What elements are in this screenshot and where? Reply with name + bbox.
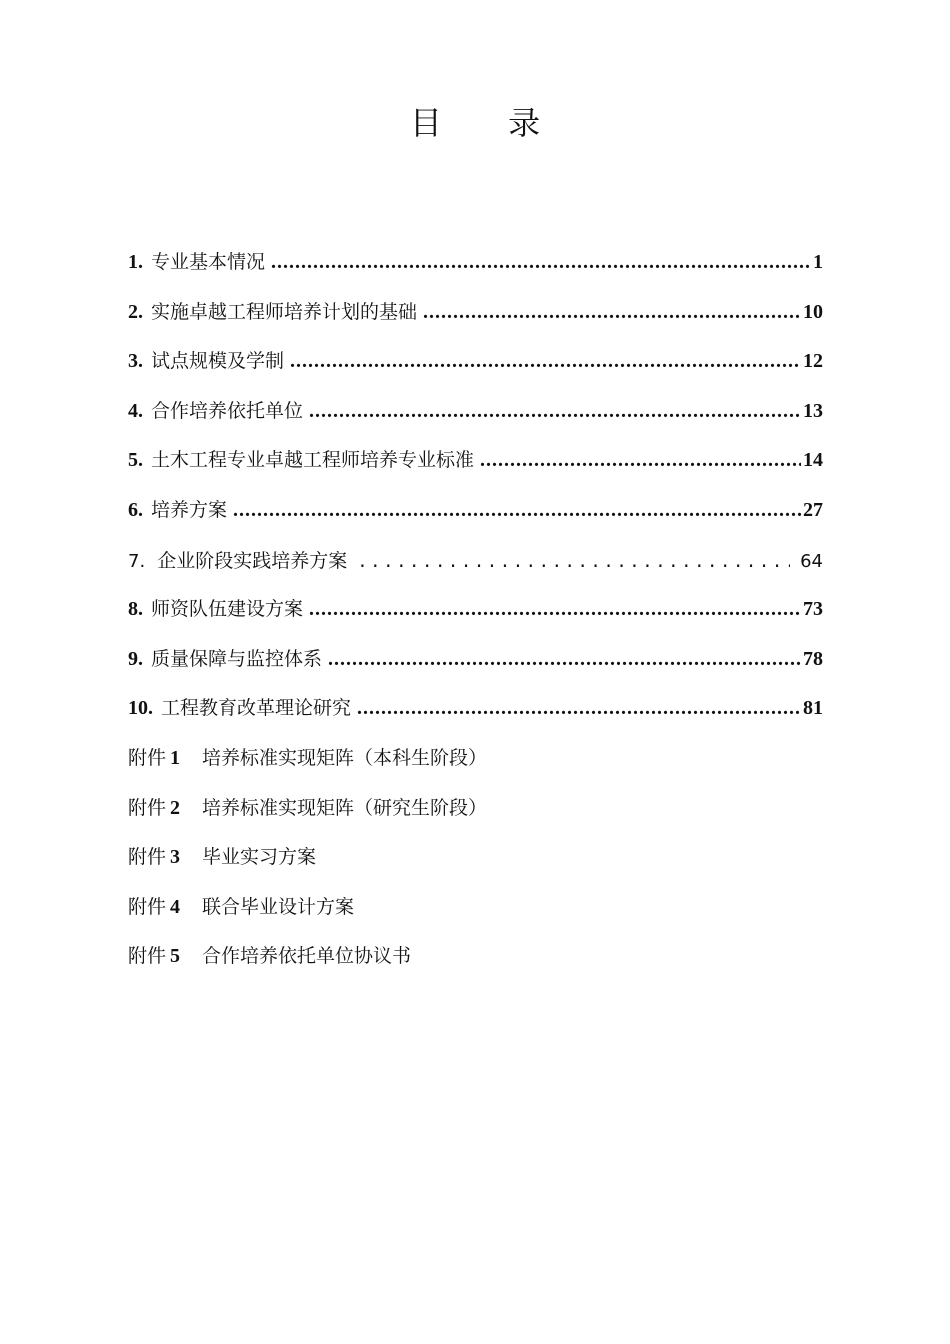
toc-dot-leader xyxy=(233,490,801,530)
annex-label: 合作培养依托单位协议书 xyxy=(202,945,412,968)
toc-dot-leader xyxy=(480,440,801,480)
toc-entry-number: 3. xyxy=(128,350,143,373)
page-title: 目 录 xyxy=(409,104,569,142)
annex-label: 培养标准实现矩阵（本科生阶段） xyxy=(202,746,488,769)
toc-entry-page: 27 xyxy=(803,498,823,521)
toc-entry-label: 培养方案 xyxy=(151,498,228,521)
toc-dot-leader xyxy=(271,242,811,282)
toc-dot-leader xyxy=(309,391,801,431)
toc-entry-number: 1. xyxy=(128,251,143,273)
toc-entry[interactable] xyxy=(128,440,823,490)
toc-entry-label: 试点规模及学制 xyxy=(151,350,285,373)
annex-list xyxy=(128,738,823,986)
toc-dot-leader xyxy=(359,540,790,580)
toc-entry[interactable] xyxy=(128,540,823,590)
annex-prefix: 附件 xyxy=(128,895,167,918)
toc-entry-number: 5. xyxy=(128,449,143,472)
toc-entry-number: 4. xyxy=(128,399,143,422)
annex-number: 4 xyxy=(170,895,181,918)
annex-prefix: 附件 xyxy=(128,796,167,819)
annex-entry[interactable] xyxy=(128,738,823,788)
table-of-contents xyxy=(128,242,823,986)
toc-entry-label: 工程教育改革理论研究 xyxy=(161,697,352,720)
toc-entry-number: 9. xyxy=(128,647,143,670)
toc-entry-page: 73 xyxy=(803,598,823,621)
toc-entry-number: 10. xyxy=(128,697,153,720)
toc-entry-label: 企业阶段实践培养方案 xyxy=(157,549,348,572)
toc-entry-page: 81 xyxy=(803,697,823,720)
annex-number: 5 xyxy=(170,945,181,968)
toc-entry-page: 64 xyxy=(800,550,823,572)
toc-entry-number: 8. xyxy=(128,598,143,621)
annex-label: 毕业实习方案 xyxy=(202,846,317,869)
toc-entries xyxy=(128,242,823,738)
toc-dot-leader xyxy=(290,341,801,381)
toc-dot-leader xyxy=(309,589,801,629)
annex-prefix: 附件 xyxy=(128,846,167,869)
toc-entry-page: 1 xyxy=(813,251,823,273)
toc-entry[interactable] xyxy=(128,639,823,689)
toc-dot-leader xyxy=(423,292,801,332)
toc-entry[interactable] xyxy=(128,391,823,441)
toc-entry[interactable] xyxy=(128,688,823,738)
toc-entry-label: 实施卓越工程师培养计划的基础 xyxy=(151,300,418,323)
annex-label: 培养标准实现矩阵（研究生阶段） xyxy=(202,796,488,819)
annex-number: 3 xyxy=(170,846,181,869)
toc-entry-page: 12 xyxy=(803,350,823,373)
toc-entry-label: 专业基本情况 xyxy=(151,251,266,273)
toc-entry[interactable] xyxy=(128,589,823,639)
toc-entry-label: 合作培养依托单位 xyxy=(151,399,304,422)
annex-number: 2 xyxy=(170,796,181,819)
toc-entry-page: 14 xyxy=(803,449,823,472)
toc-entry-page: 13 xyxy=(803,399,823,422)
annex-number: 1 xyxy=(170,746,181,769)
toc-entry-page: 10 xyxy=(803,300,823,323)
toc-entry[interactable] xyxy=(128,242,823,292)
annex-prefix: 附件 xyxy=(128,746,167,769)
annex-entry[interactable] xyxy=(128,837,823,887)
toc-entry[interactable] xyxy=(128,341,823,391)
toc-entry-number: 7. xyxy=(128,550,146,572)
annex-prefix: 附件 xyxy=(128,945,167,968)
annex-entry[interactable] xyxy=(128,887,823,937)
toc-entry[interactable] xyxy=(128,292,823,342)
toc-dot-leader xyxy=(328,639,801,679)
toc-dot-leader xyxy=(357,688,801,728)
annex-entry[interactable] xyxy=(128,788,823,838)
toc-entry-label: 师资队伍建设方案 xyxy=(151,598,304,621)
toc-entry-number: 6. xyxy=(128,498,143,521)
toc-entry-label: 质量保障与监控体系 xyxy=(151,647,323,670)
annex-label: 联合毕业设计方案 xyxy=(202,895,355,918)
toc-entry-number: 2. xyxy=(128,300,143,323)
annex-entry[interactable] xyxy=(128,936,823,986)
toc-entry-page: 78 xyxy=(803,647,823,670)
toc-entry-label: 土木工程专业卓越工程师培养专业标准 xyxy=(151,449,475,472)
toc-entry[interactable] xyxy=(128,490,823,540)
